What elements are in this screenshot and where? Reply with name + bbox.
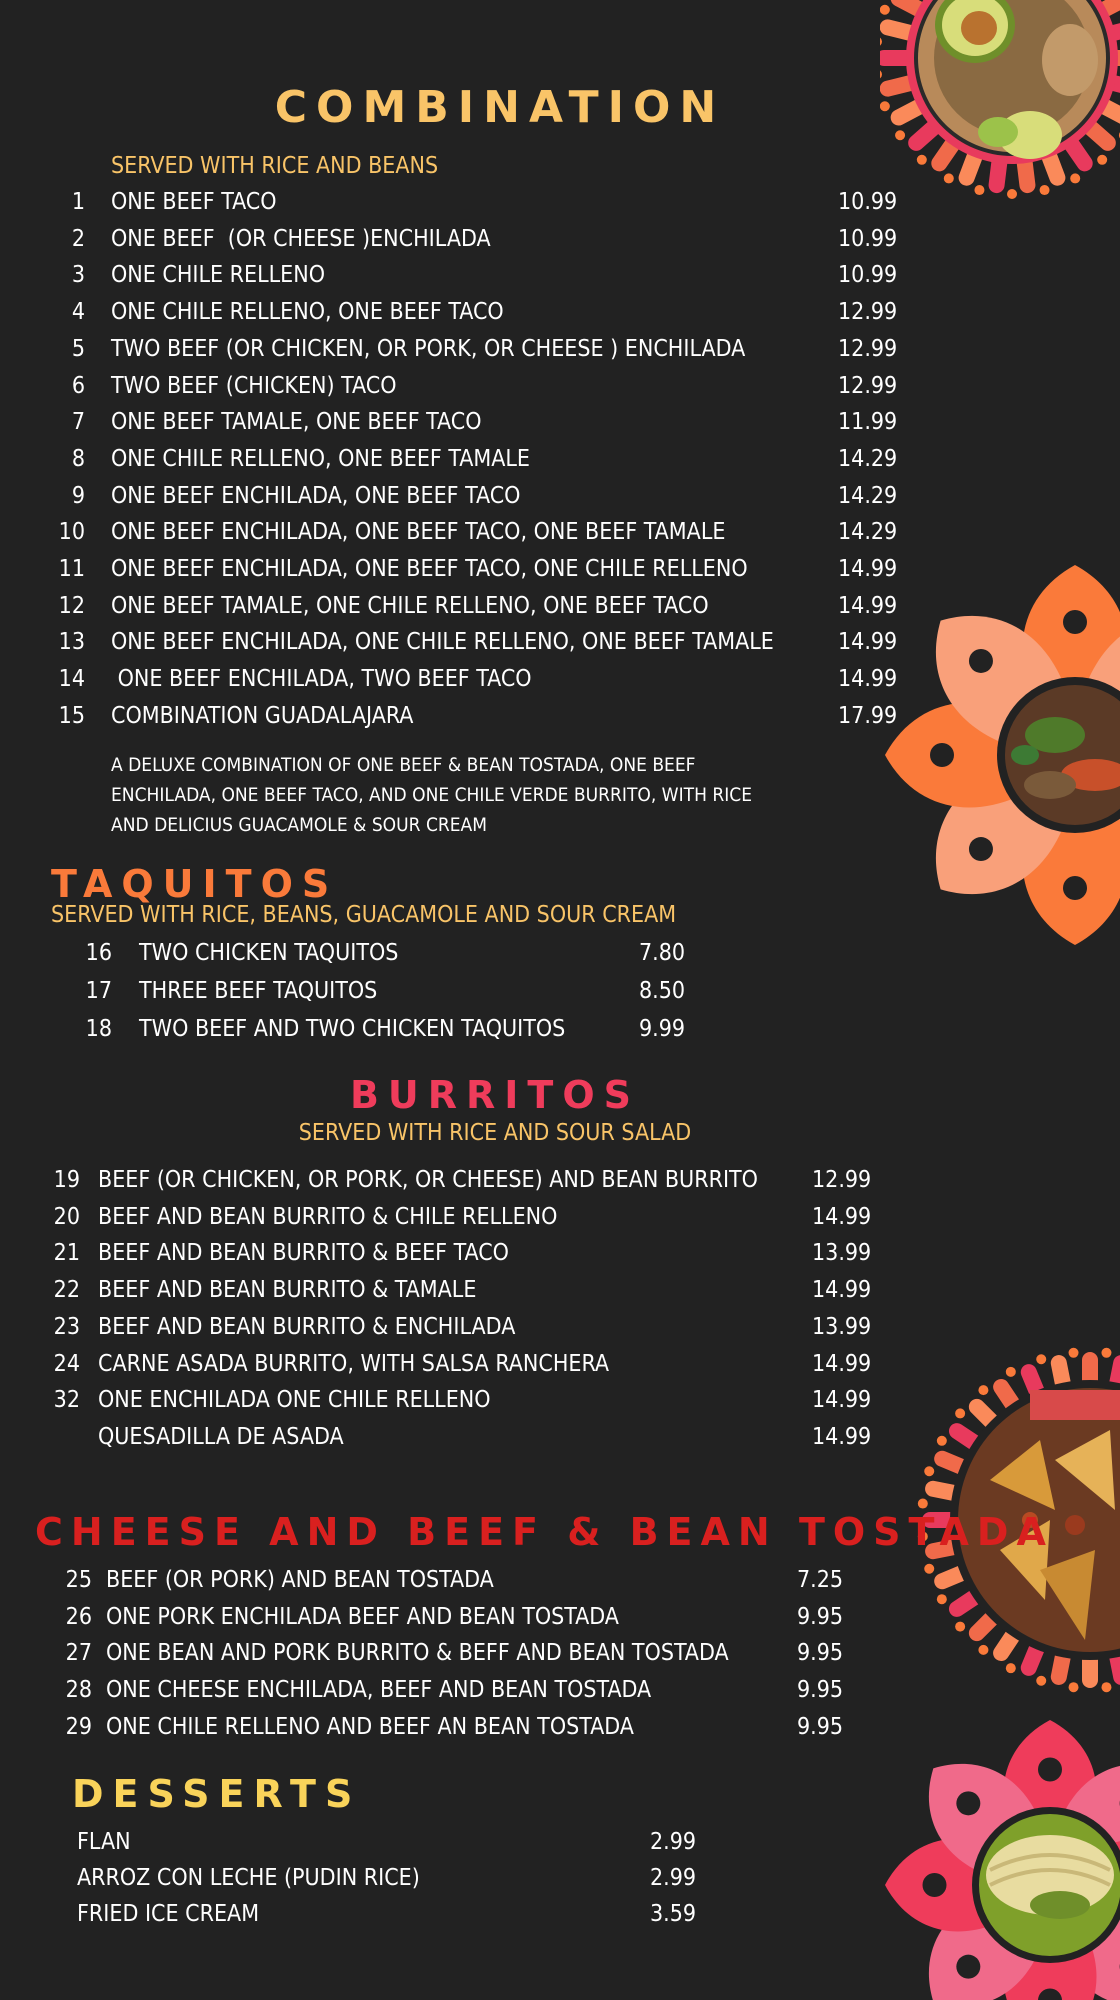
item-name: TWO CHICKEN TAQUITOS [139,940,399,966]
item-name: QUESADILLA DE ASADA [98,1423,344,1450]
item-name: ONE CHILE RELLENO, ONE BEEF TACO [111,299,504,326]
item-price: 2.99 [650,1865,697,1891]
item-name: BEEF AND BEAN BURRITO & BEEF TACO [98,1240,509,1267]
item-price: 14.99 [838,666,898,693]
item-name: BEEF AND BEAN BURRITO & CHILE RELLENO [98,1203,558,1230]
item-number: 11 [58,556,85,582]
item-name: ARROZ CON LECHE (PUDIN RICE) [77,1865,420,1891]
item-number: 27 [65,1640,92,1667]
item-price: 14.29 [838,519,898,546]
item-price: 14.29 [838,482,898,509]
item-number: 12 [58,592,85,619]
item-name: ONE BEEF TAMALE, ONE CHILE RELLENO, ONE BEEF TACO [111,592,709,619]
item-name: BEEF AND BEAN BURRITO & TAMALE [98,1277,477,1304]
item-number: 2 [71,225,85,252]
tostada-title: CHEESE AND BEEF & BEAN TOSTADA [35,1510,1054,1554]
item-price: 11.99 [838,409,898,436]
item-name: ONE BEEF ENCHILADA, TWO BEEF TACO [111,666,532,693]
item-name: ONE ENCHILADA ONE CHILE RELLENO [98,1387,491,1414]
combination-guadalajara-description: A DELUXE COMBINATION OF ONE BEEF & BEAN TOSTADA, ONE BEEF ENCHILADA, ONE BEEF TACO, AND ONE CHILE VERDE BURRITO, WITH RICE AND DELICIUS GUACAMOLE & SOUR CREAM [111,754,752,836]
item-number: 17 [85,978,112,1004]
item-price: 14.29 [838,445,898,472]
taquitos-title: TAQUITOS [51,862,339,906]
item-name: ONE BEEF TAMALE, ONE BEEF TACO [111,409,482,436]
desserts-title: DESSERTS [72,1772,362,1816]
taquitos-subtitle: SERVED WITH RICE, BEANS, GUACAMOLE AND SOUR CREAM [51,902,677,928]
item-number: 16 [85,940,112,966]
item-name: FLAN [77,1829,131,1855]
item-price: 12.99 [838,335,898,362]
item-number: 13 [58,629,85,656]
item-number: 18 [85,1016,112,1042]
item-number: 10 [58,519,85,546]
item-price: 8.50 [639,978,686,1004]
item-number: 5 [71,335,85,362]
item-price: 9.95 [797,1677,844,1704]
item-number: 29 [65,1713,92,1740]
item-name: BEEF AND BEAN BURRITO & ENCHILADA [98,1313,516,1340]
item-number: 28 [65,1677,92,1704]
item-name: ONE CHILE RELLENO, ONE BEEF TAMALE [111,445,530,472]
item-number: 22 [53,1277,80,1304]
item-name: CARNE ASADA BURRITO, WITH SALSA RANCHERA [98,1350,610,1377]
item-price: 14.99 [812,1277,872,1304]
item-number: 32 [53,1387,80,1414]
item-name: ONE BEEF (OR CHEESE )ENCHILADA [111,225,491,252]
item-number: 8 [71,445,85,472]
item-name: FRIED ICE CREAM [77,1901,260,1927]
item-name: ONE BEEF ENCHILADA, ONE BEEF TACO, ONE BEEF TAMALE [111,519,726,546]
item-number: 7 [71,409,85,436]
item-number: 21 [53,1240,80,1267]
tamale-flower-decoration [860,1710,1120,2000]
item-price: 13.99 [812,1240,872,1267]
item-price: 12.99 [838,372,898,399]
burritos-title: BURRITOS [349,1073,641,1117]
item-name: ONE BEEF ENCHILADA, ONE CHILE RELLENO, ONE BEEF TAMALE [111,629,774,656]
item-name: TWO BEEF (OR CHICKEN, OR PORK, OR CHEESE ) ENCHILADA [111,335,746,362]
item-name: ONE BEEF TACO [111,189,277,215]
item-number: 19 [53,1167,80,1193]
item-number: 3 [71,262,85,289]
item-price: 12.99 [812,1167,872,1193]
item-price: 10.99 [838,225,898,252]
item-price: 9.95 [797,1713,844,1740]
combination-subtitle: SERVED WITH RICE AND BEANS [111,153,439,179]
item-name: COMBINATION GUADALAJARA [111,702,414,729]
item-name: ONE CHEESE ENCHILADA, BEEF AND BEAN TOSTADA [106,1677,652,1704]
taco-flower-decoration [880,555,1120,955]
item-number: 6 [71,372,85,399]
item-number: 24 [53,1350,80,1377]
item-price: 13.99 [812,1313,872,1340]
item-price: 17.99 [838,702,898,729]
item-name: ONE CHILE RELLENO AND BEEF AN BEAN TOSTADA [106,1713,634,1740]
item-number: 9 [71,482,85,509]
item-price: 9.95 [797,1603,844,1630]
item-name: TWO BEEF AND TWO CHICKEN TAQUITOS [139,1016,566,1042]
item-price: 9.95 [797,1640,844,1667]
item-number: 14 [58,666,85,693]
item-price: 9.99 [639,1016,686,1042]
item-price: 14.99 [812,1423,872,1450]
item-price: 10.99 [838,189,898,215]
item-price: 14.99 [838,556,898,582]
item-number: 25 [65,1567,92,1593]
item-price: 14.99 [838,592,898,619]
item-name: ONE CHILE RELLENO [111,262,326,289]
item-price: 10.99 [838,262,898,289]
item-number: 20 [53,1203,80,1230]
combination-title: COMBINATION [274,82,726,133]
item-price: 7.80 [639,940,686,966]
item-name: BEEF (OR PORK) AND BEAN TOSTADA [106,1567,494,1593]
item-price: 14.99 [812,1387,872,1414]
item-number: 15 [58,702,85,729]
item-price: 14.99 [812,1203,872,1230]
item-price: 3.59 [650,1901,697,1927]
item-number: 26 [65,1603,92,1630]
item-name: ONE BEEF ENCHILADA, ONE BEEF TACO [111,482,521,509]
item-name: BEEF (OR CHICKEN, OR PORK, OR CHEESE) AND BEAN BURRITO [98,1167,758,1193]
item-name: ONE BEAN AND PORK BURRITO & BEFF AND BEAN TOSTADA [106,1640,729,1667]
item-number: 23 [53,1313,80,1340]
item-name: TWO BEEF (CHICKEN) TACO [111,372,397,399]
item-price: 12.99 [838,299,898,326]
item-price: 14.99 [812,1350,872,1377]
item-number: 1 [71,189,85,215]
item-number: 4 [71,299,85,326]
item-price: 14.99 [838,629,898,656]
item-name: ONE BEEF ENCHILADA, ONE BEEF TACO, ONE CHILE RELLENO [111,556,748,582]
burritos-subtitle: SERVED WITH RICE AND SOUR SALAD [298,1120,692,1146]
item-price: 2.99 [650,1829,697,1855]
item-price: 7.25 [797,1567,844,1593]
item-name: THREE BEEF TAQUITOS [139,978,378,1004]
item-name: ONE PORK ENCHILADA BEEF AND BEAN TOSTADA [106,1603,619,1630]
